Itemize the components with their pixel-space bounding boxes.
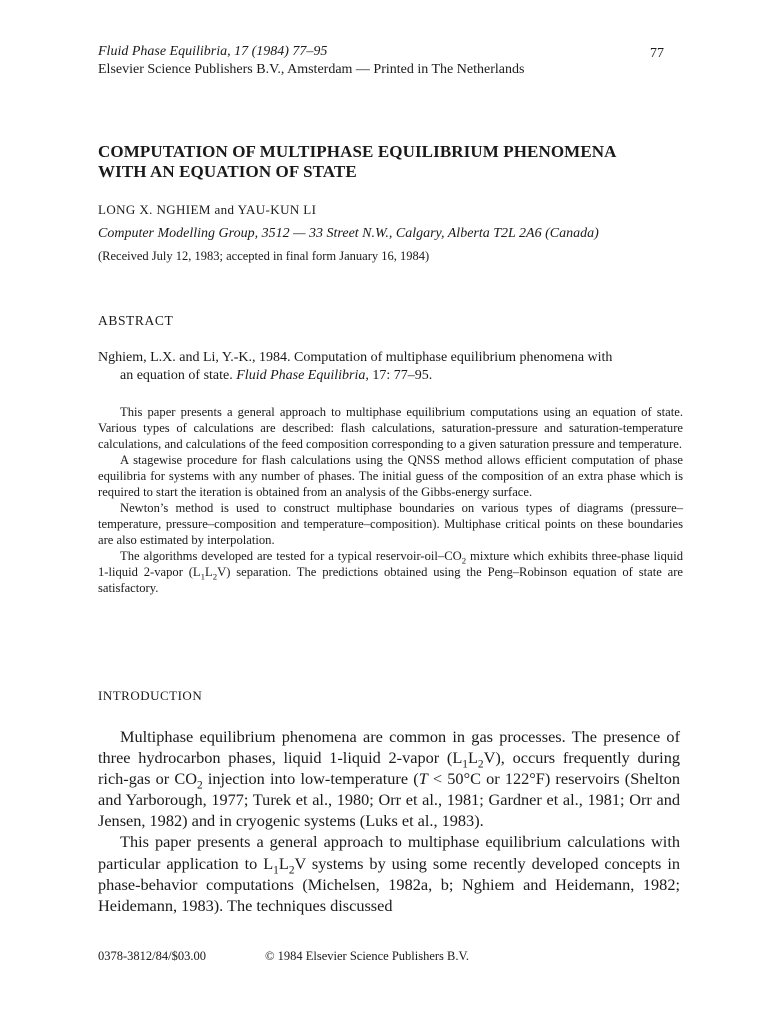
citation-line-2: an equation of state. Fluid Phase Equilibria, 17: 77–95. [120, 368, 433, 383]
page-number: 77 [650, 46, 664, 61]
citation-journal-name: Fluid Phase Equilibria [236, 368, 366, 383]
abstract-paragraph-1: This paper presents a general approach to multiphase equilibrium computations using an equation of state. Various types of calculations are described: flash calculations, saturation-pressure and saturation-temperature calculations, and calculations of the feed composition corresponding to a given saturation pressure and temperature. [98, 405, 683, 451]
received-dates: (Received July 12, 1983; accepted in final form January 16, 1984) [98, 249, 430, 263]
article-title [98, 142, 698, 182]
article-title-line-1: COMPUTATION OF MULTIPHASE EQUILIBRIUM PHENOMENA [98, 142, 617, 161]
abstract-paragraph-3: Newton’s method is used to construct multiphase boundaries on various types of diagrams (pressure–temperature, pressure–composition and temperature–composition). Multiphase critical points on these boundaries are also estimated by interpolation. [98, 501, 683, 547]
abstract-body [98, 404, 683, 596]
article-title-line-2: WITH AN EQUATION OF STATE [98, 162, 357, 181]
journal-citation-header: Fluid Phase Equilibria, 17 (1984) 77–95 [98, 44, 328, 59]
publisher-header: Elsevier Science Publishers B.V., Amsterdam — Printed in The Netherlands [98, 62, 525, 77]
authors: LONG X. NGHIEM and YAU-KUN LI [98, 202, 317, 217]
abstract-citation [98, 349, 683, 385]
footer-copyright: © 1984 Elsevier Science Publishers B.V. [265, 949, 470, 963]
affiliation: Computer Modelling Group, 3512 — 33 Street N.W., Calgary, Alberta T2L 2A6 (Canada) [98, 226, 599, 241]
introduction-body [98, 726, 680, 916]
abstract-paragraph-4: The algorithms developed are tested for a typical reservoir-$oil-CO_2$ mixture which exhibits three-phase liquid 1-liquid 2-vapor $(L_1L_2V)$ separation. The predictions obtained using the Peng–Robinson equation of state are satisfactory. [98, 549, 684, 595]
abstract-paragraph-2: A stagewise procedure for flash calculations using the QNSS method allows efficient computation of phase equilibria for systems with any number of phases. The initial guess of the composition of an extra phase which is required to start the iteration is obtained from an analysis of the Gibbs-energy surface. [98, 453, 683, 499]
introduction-heading: INTRODUCTION [98, 688, 203, 703]
introduction-paragraph-2: This paper presents a general approach to multiphase equilibrium calculations with particular application to $L_1L_2V$ systems by using some recently developed concepts in phase-behavior computations (Michelsen, 1982a, b; Nghiem and Heidemann, 1982; Heidemann, 1983). The techniques discussed [98, 832, 680, 915]
abstract-heading: ABSTRACT [98, 313, 174, 328]
introduction-paragraph-1: Multiphase equilibrium phenomena are common in gas processes. The presence of three hydrocarbon phases, liquid 1-liquid 2-vapor $(L_1L_2V)$, occurs frequently during rich-gas or $CO_2$ injection into low-temperature (T < 50°C or 122°F) reservoirs (Shelton and Yarborough, 1977; Turek et al., 1980; Orr et al., 1981; Gardner et al., 1981; Orr and Jensen, 1982) and in cryogenic systems (Luks et al., 1983). [98, 727, 680, 831]
citation-line-1: Nghiem, L.X. and Li, Y.-K., 1984. Computation of multiphase equilibrium phenomena with [98, 350, 613, 365]
footer-issn: 0378-3812/84/$03.00 [98, 949, 206, 963]
